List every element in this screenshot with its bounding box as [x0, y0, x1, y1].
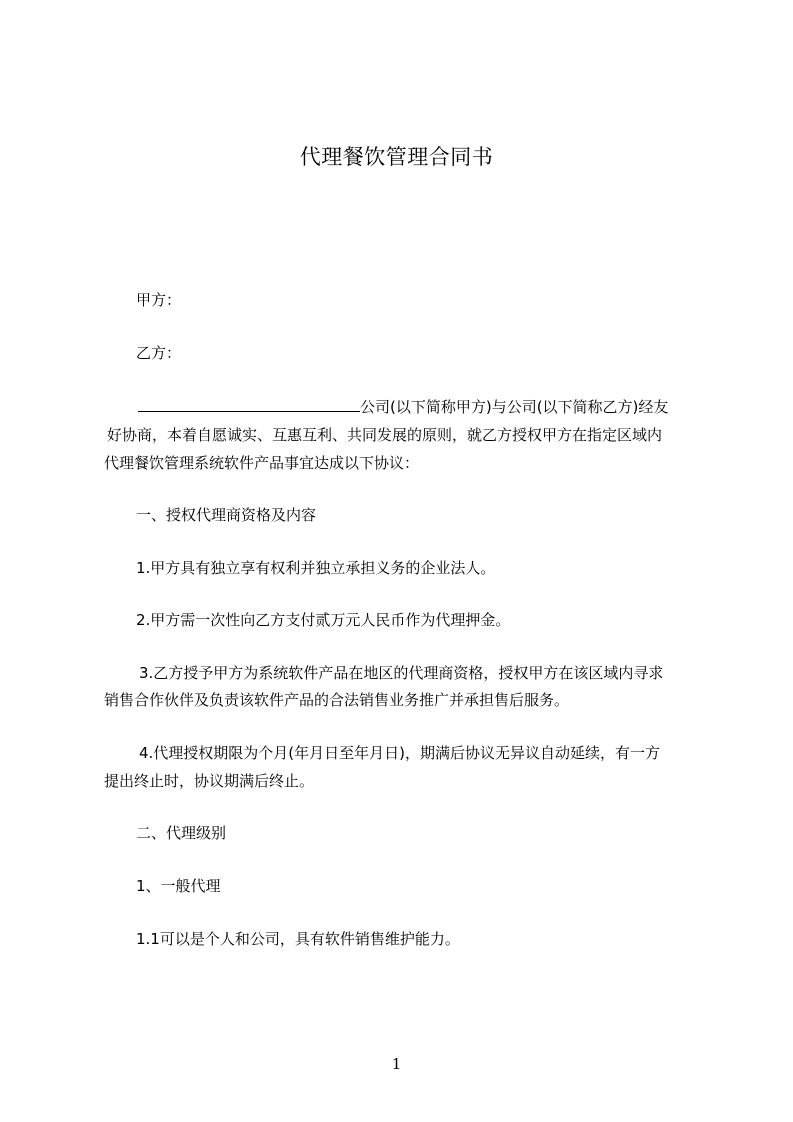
document-title: 代理餐饮管理合同书 — [299, 145, 494, 169]
section-2-heading: 二、代理级别 — [136, 824, 227, 842]
section-1-item-3-line-1: 3.乙方授予甲方为系统软件产品在地区的代理商资格，授权甲方在该区域内寻求 — [139, 664, 664, 682]
intro-line-2: 好协商，本着自愿诚实、互惠互利、共同发展的原则，就乙方授权甲方在指定区域内 — [107, 426, 663, 444]
intro-line-3: 代理餐饮管理系统软件产品事宜达成以下协议： — [104, 454, 420, 472]
party-a-label: 甲方： — [136, 291, 182, 309]
section-2-sub-1-heading: 1、一般代理 — [136, 877, 221, 895]
party-a-blank-underline — [138, 397, 360, 412]
section-1-item-4-line-1: 4.代理授权期限为个月(年月日至年月日)，期满后协议无异议自动延续，有一方 — [139, 744, 661, 762]
intro-line-1 — [138, 396, 668, 418]
section-2-sub-1-item-1: 1.1可以是个人和公司，具有软件销售维护能力。 — [136, 930, 460, 948]
section-1-item-4-line-2: 提出终止时，协议期满后终止。 — [104, 772, 315, 790]
section-1-heading: 一、授权代理商资格及内容 — [136, 506, 317, 524]
section-1-item-3-line-2: 销售合作伙伴及负责该软件产品的合法销售业务推广并承担售后服务。 — [104, 691, 570, 709]
section-1-item-2: 2.甲方需一次性向乙方支付贰万元人民币作为代理押金。 — [136, 611, 511, 629]
party-b-label: 乙方： — [136, 344, 182, 362]
intro-line-1-text: 公司(以下简称甲方)与公司(以下简称乙方)经友 — [360, 398, 669, 416]
section-1-item-1: 1.甲方具有独立享有权利并独立承担义务的企业法人。 — [136, 559, 496, 577]
page-number: 1 — [391, 1055, 402, 1073]
